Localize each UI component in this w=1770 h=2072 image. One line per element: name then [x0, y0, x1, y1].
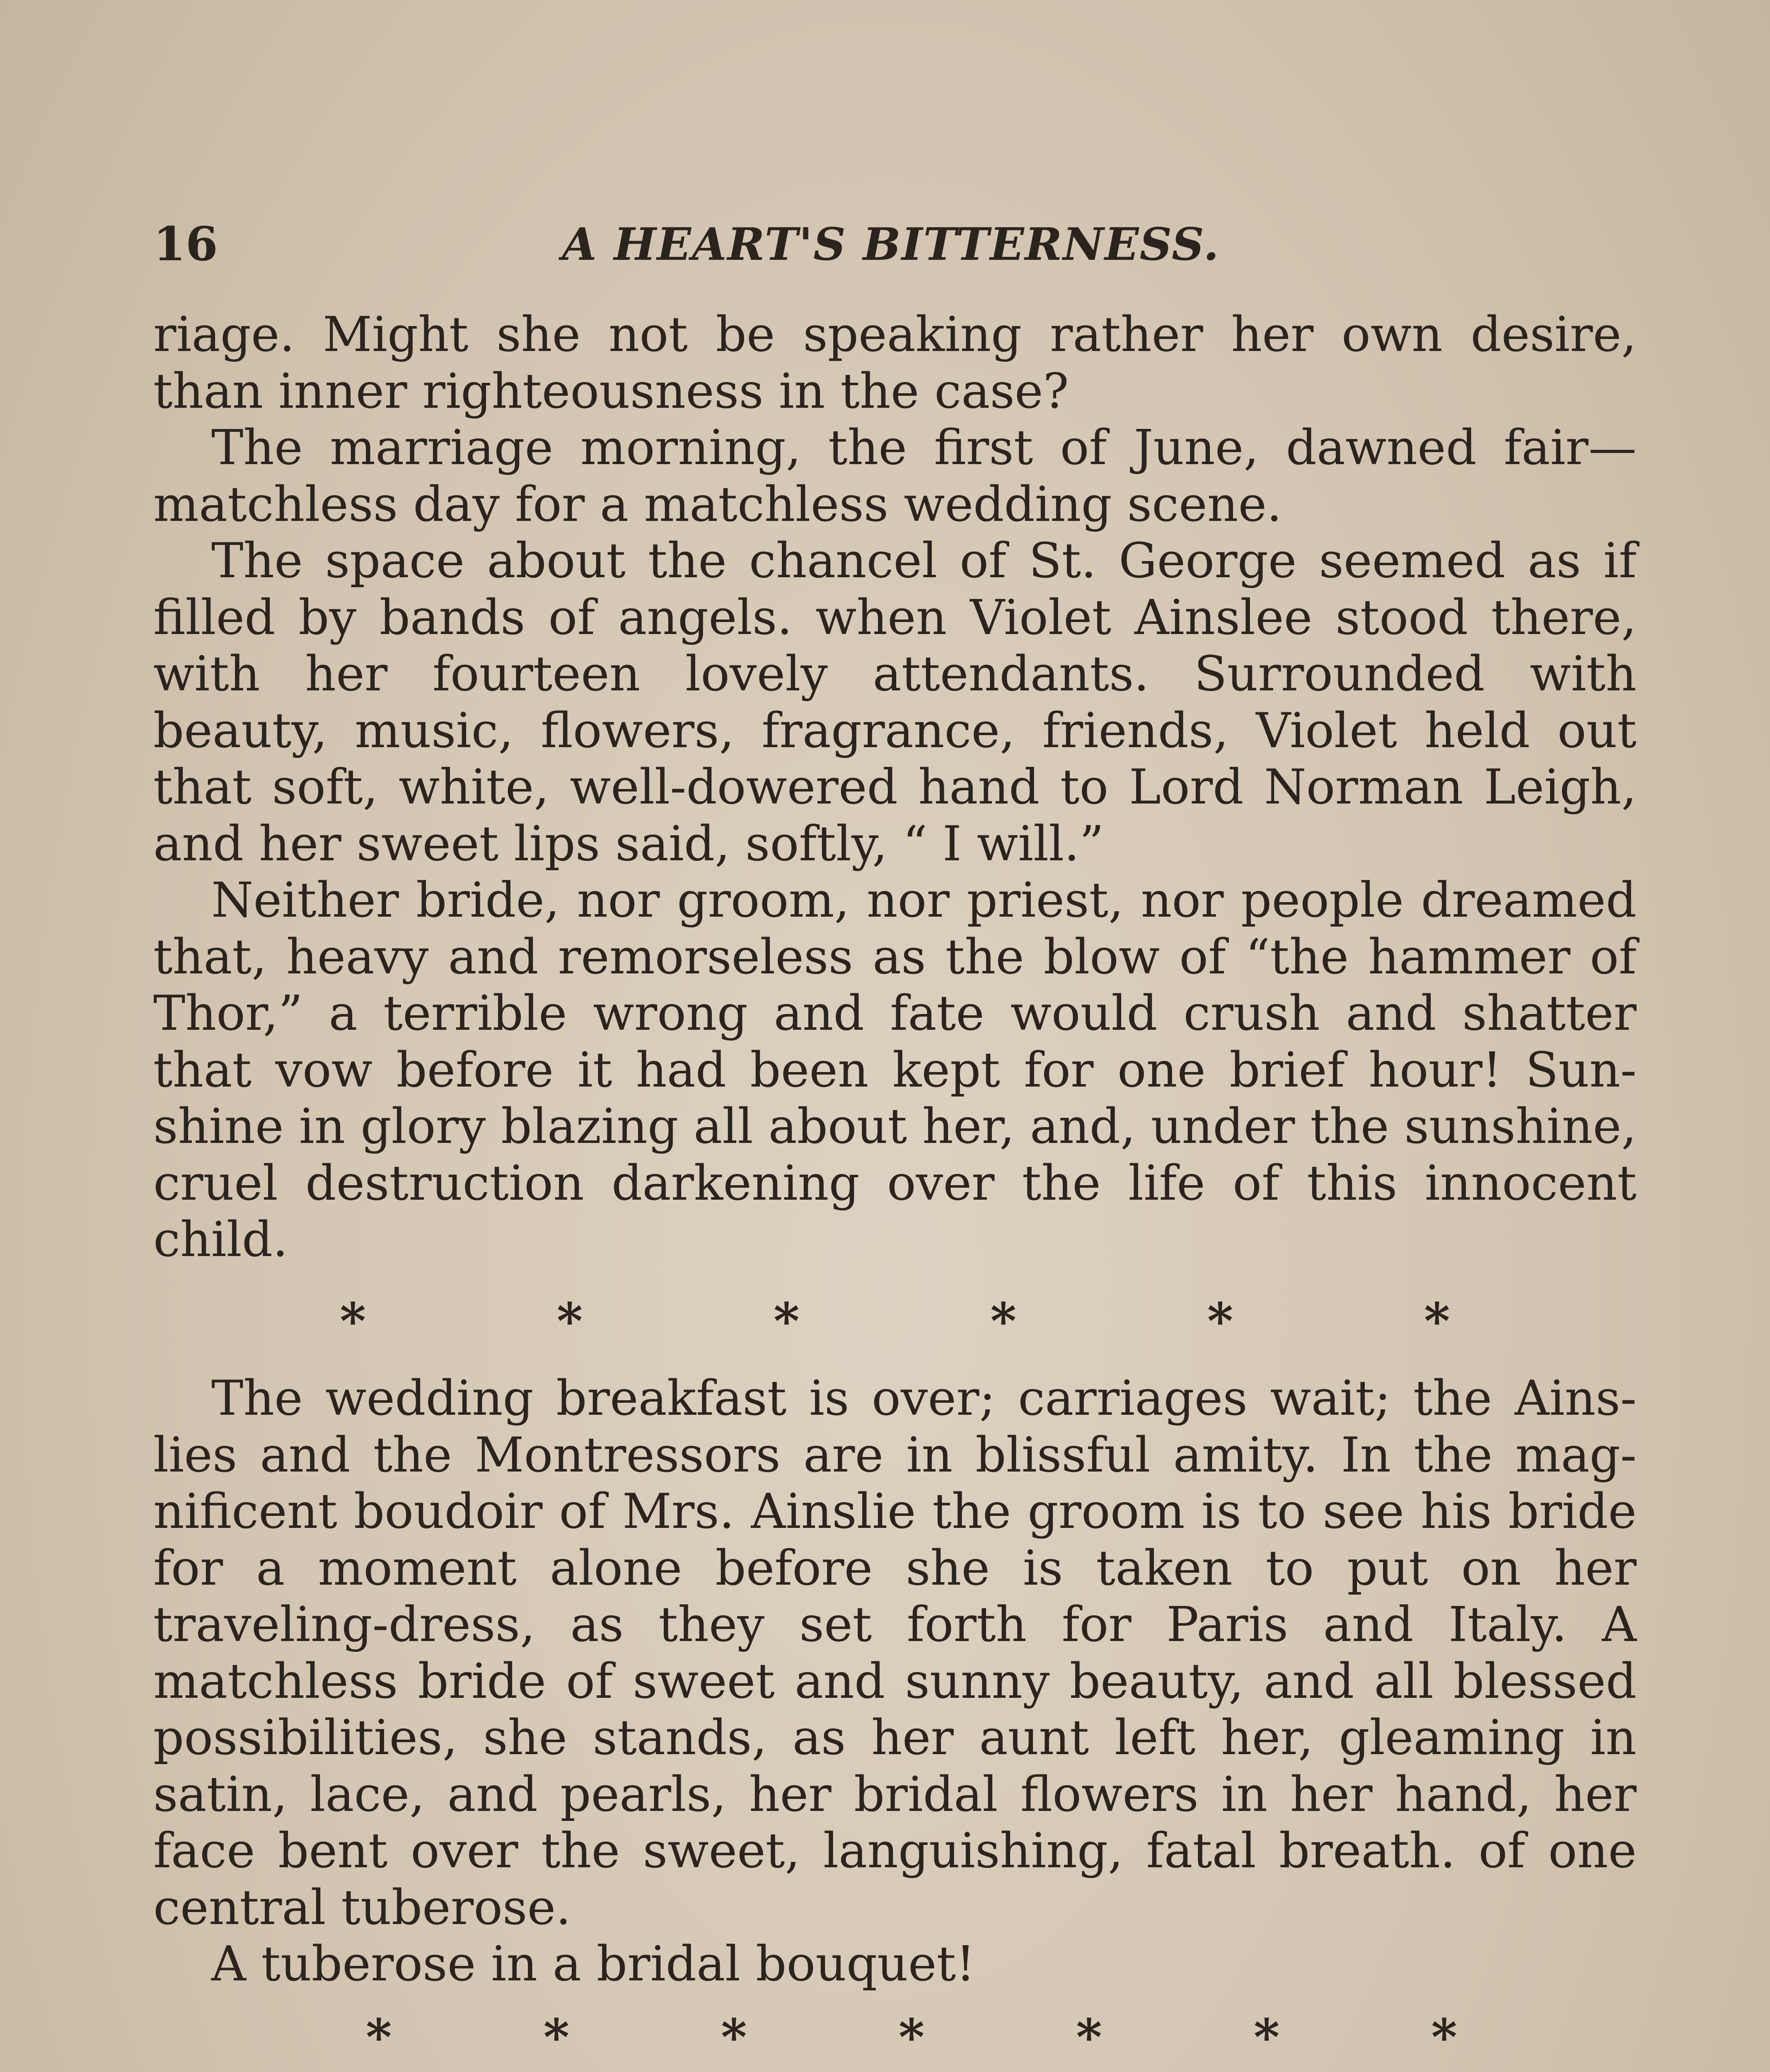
asterisk: *	[898, 2008, 925, 2067]
running-title: A HEART'S BITTERNESS.	[562, 218, 1220, 271]
paragraph-5: The wedding breakfast is over; carriages wait; the Ainslies and the Montressors are in blissful amity. In the magnificent boudoir of Mrs. Ainslie the groom is to see his bride for a moment alone before she is taken to put on her traveling-dress, as they set forth for Paris and Italy. A matchless bride of sweet and sunny beauty, and all blessed possibilities, she stands, as her aunt left her, gleaming in satin, lace, and pearls, her bridal flowers in her hand, her face bent over the sweet, languishing, fatal breath. of one central tuberose.	[153, 1370, 1637, 1936]
asterisk: *	[340, 1292, 366, 1351]
paragraph-1: riage. Might she not be speaking rather her own desire, than inner righteousness in the case?	[153, 307, 1637, 419]
section-break-2	[153, 2009, 1637, 2066]
asterisk: *	[721, 2008, 747, 2067]
page-header	[153, 207, 1628, 282]
page-number: 16	[153, 217, 218, 271]
body-text	[153, 307, 1637, 2072]
asterisk: *	[773, 1292, 800, 1351]
asterisk: *	[365, 2008, 392, 2067]
asterisk: *	[1424, 1292, 1450, 1351]
paragraph-6: A tuberose in a bridal bouquet!	[211, 1936, 975, 1992]
asterisk: *	[990, 1292, 1017, 1351]
section-break-1	[153, 1293, 1637, 1350]
paragraph-2: The marriage morning, the first of June, dawned fair— matchless day for a matchless wedding scene.	[153, 420, 1637, 533]
asterisk: *	[543, 2008, 570, 2067]
paragraph-4: Neither bride, nor groom, nor priest, nor people dreamed that, heavy and remorseless as the blow of “the hammer of Thor,” a terrible wrong and fate would crush and shatter that vow before it had been kept for one brief hour! Sunshine in glory blazing all about her, and, under the sunshine, cruel destruction darkening over the life of this innocent child.	[153, 872, 1637, 1268]
asterisk: *	[1431, 2008, 1458, 2067]
asterisk: *	[556, 1292, 583, 1351]
asterisk: *	[1207, 1292, 1233, 1351]
paragraph-3: The space about the chancel of St. George seemed as if filled by bands of angels. when Violet Ainslee stood there, with her fourteen lovely attendants. Surrounded with beauty, music, flowers, fragrance, friends, Violet held out that soft, white, well-dowered hand to Lord Norman Leigh, and her sweet lips said, softly, “ I will.”	[153, 533, 1637, 872]
asterisk: *	[1076, 2008, 1102, 2067]
asterisk: *	[1253, 2008, 1280, 2067]
